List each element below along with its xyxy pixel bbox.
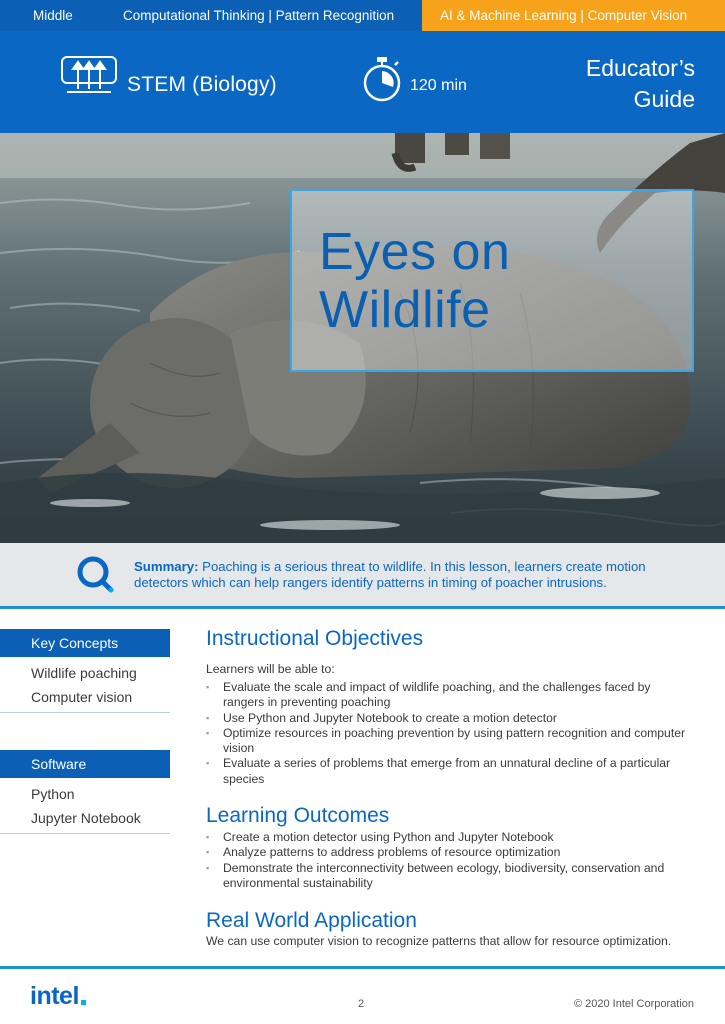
- software-heading: Software: [0, 750, 170, 778]
- subject-label: STEM (Biology): [127, 73, 277, 96]
- guide-title: [535, 53, 695, 115]
- summary-label: Summary:: [134, 559, 199, 574]
- lesson-title-box: [290, 189, 694, 372]
- application-text: We can use computer vision to recognize patterns that allow for resource optimization.: [206, 934, 672, 948]
- summary-body: Poaching is a serious threat to wildlife. In this lesson, learners create motion detectors which can help rangers identify patterns in timing of poacher intrusions.: [134, 559, 646, 590]
- outcome-item: ▪ Analyze patterns to address problems of resource optimization: [206, 845, 686, 860]
- lesson-title-line-2: Wildlife: [319, 281, 491, 339]
- stopwatch-icon: [361, 56, 403, 102]
- objective-item: ▪ Evaluate the scale and impact of wildlife poaching, and the challenges faced by rangers in preventing poaching: [206, 680, 686, 711]
- stem-arrows-icon: [60, 55, 118, 95]
- key-concept-item: Wildlife poaching: [31, 665, 137, 681]
- tag-strip: [0, 0, 725, 31]
- magnifier-icon: [76, 555, 116, 595]
- lesson-title: [319, 223, 510, 339]
- key-concepts-heading: Key Concepts: [0, 629, 170, 657]
- intel-logo: [30, 982, 79, 1011]
- copyright: © 2020 Intel Corporation: [573, 998, 694, 1010]
- lesson-title-line-1: Eyes on: [319, 223, 511, 281]
- objectives-heading: Instructional Objectives: [206, 627, 424, 650]
- guide-title-line-2: Guide: [633, 86, 695, 112]
- objective-item: ▪ Optimize resources in poaching prevention by using pattern recognition and computer vision: [206, 726, 686, 757]
- software-item: Jupyter Notebook: [31, 810, 141, 826]
- objective-item: ▪ Evaluate a series of problems that emerge from an unnatural decline of a particular species: [206, 756, 686, 787]
- key-concept-item: Computer vision: [31, 689, 133, 705]
- summary-band: [0, 543, 725, 606]
- skills-tag: Computational Thinking | Pattern Recognition: [105, 0, 422, 31]
- objective-item: ▪ Use Python and Jupyter Notebook to create a motion detector: [206, 711, 686, 726]
- hero-photo: [0, 133, 725, 543]
- outcomes-heading: Learning Outcomes: [206, 804, 390, 827]
- logo-dot: [81, 1000, 86, 1005]
- sidebar-divider: [0, 712, 170, 713]
- objectives-intro: Learners will be able to:: [206, 662, 335, 676]
- topic-tag: AI & Machine Learning | Computer Vision: [422, 0, 725, 31]
- duration-label: 120 min: [410, 77, 467, 94]
- grade-level-tag: Middle: [0, 0, 105, 31]
- software-item: Python: [31, 786, 75, 802]
- objectives-list: [206, 680, 686, 787]
- summary-text: [134, 559, 694, 591]
- footer-divider: [0, 966, 725, 969]
- outcome-item: ▪ Demonstrate the interconnectivity between ecology, biodiversity, conservation and environmental sustainability: [206, 861, 686, 892]
- page-number: 2: [358, 998, 365, 1010]
- sidebar-divider: [0, 833, 170, 834]
- guide-header: [0, 31, 725, 133]
- application-heading: Real World Application: [206, 909, 417, 932]
- outcome-item: ▪ Create a motion detector using Python and Jupyter Notebook: [206, 830, 686, 845]
- intel-logo-text: intel: [30, 982, 79, 1010]
- outcomes-list: [206, 830, 686, 891]
- guide-title-line-1: Educator’s: [585, 55, 695, 81]
